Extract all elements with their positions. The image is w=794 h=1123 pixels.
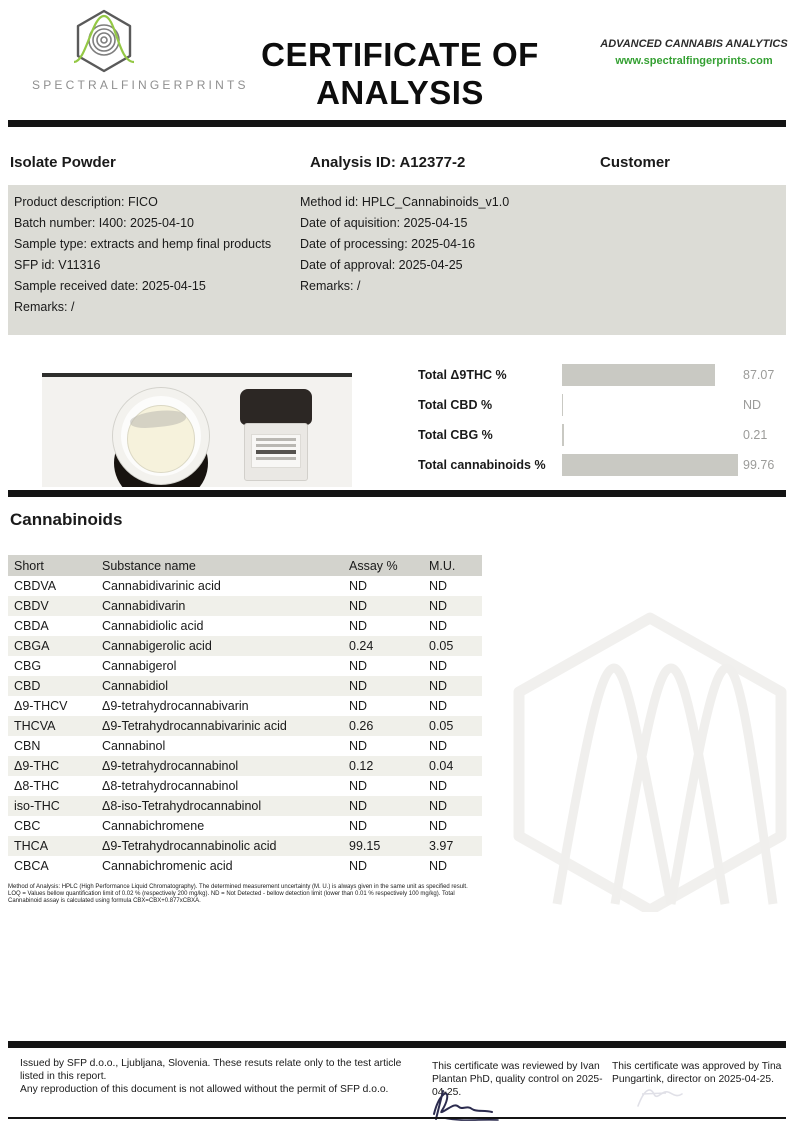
table-cell: CBCA — [14, 859, 49, 873]
table-row — [8, 656, 482, 676]
info-field: Batch number: I400: 2025-04-10 — [14, 216, 194, 230]
cannabinoid-table-head-row — [8, 555, 482, 576]
table-cell: CBC — [14, 819, 41, 833]
method-note: Method of Analysis: HPLC (High Performance Liquid Chromatography). The determined measurement uncertainty (M. U.) is always given in the same unit as specified result. LOQ = Values bellow quantification limit of 0.02 % (respectively 200 mg/kg). ND = Not Detected - bellow detection limit (lower than 0.01 % respectively 100 mg/kg). Total Cannabinoid assay is calculated using formula CBX=CBX+0.877xCBXA. — [8, 884, 468, 904]
table-cell: CBDA — [14, 619, 49, 633]
total-bar-track — [562, 424, 738, 446]
table-cell: ND — [423, 796, 482, 816]
table-cell: Cannabichromene — [102, 819, 205, 833]
approved-statement: This certificate was approved by Tina Pungartink, director on 2025-04-25. — [612, 1061, 782, 1085]
website-link[interactable]: www.spectralfingerprints.com — [615, 55, 773, 67]
table-row — [8, 816, 482, 836]
table-cell: Δ9-Tetrahydrocannabinolic acid — [96, 836, 343, 856]
reviewed-statement: This certificate was reviewed by Ivan Plantan PhD, quality control on 2025-04-25. — [432, 1061, 603, 1098]
table-cell: ND — [349, 659, 368, 673]
table-cell: ND — [349, 779, 368, 793]
table-cell: Δ9-tetrahydrocannabivarin — [102, 699, 249, 713]
table-cell: ND — [349, 579, 368, 593]
table-cell: ND — [349, 739, 368, 753]
table-row — [8, 716, 482, 736]
page-title: CERTIFICATE OF ANALYSIS — [261, 36, 539, 111]
total-row — [405, 364, 790, 394]
info-field: Product description: FICO — [14, 195, 158, 209]
table-row — [8, 736, 482, 756]
closed-jar-label — [251, 434, 301, 468]
column-header: Assay % — [343, 555, 423, 576]
total-bar-fill — [563, 364, 715, 386]
table-cell: ND — [423, 596, 482, 616]
table-row — [8, 616, 482, 636]
table-cell: CBDV — [8, 596, 96, 616]
table-cell: 3.97 — [423, 836, 482, 856]
table-cell: 99.15 — [343, 836, 423, 856]
total-bar-track — [562, 454, 738, 476]
table-cell: ND — [349, 699, 368, 713]
table-row — [8, 636, 482, 656]
info-field: Date of aquisition: 2025-04-15 — [300, 216, 468, 230]
table-cell: ND — [429, 819, 448, 833]
tagline-block — [596, 38, 792, 67]
product-photos — [42, 373, 352, 487]
cannabinoids-section-title: Cannabinoids — [10, 510, 123, 529]
table-cell: CBGA — [8, 636, 96, 656]
approver-signature — [632, 1082, 702, 1112]
logo-wordmark: SPECTRALFINGERPRINTS — [32, 78, 249, 92]
table-cell: Cannabinol — [102, 739, 166, 753]
table-cell: ND — [429, 579, 448, 593]
sample-info-box — [8, 185, 786, 335]
table-cell: Cannabidivarin — [96, 596, 343, 616]
cannabinoid-table — [8, 555, 482, 876]
total-value: ND — [743, 398, 762, 412]
info-field: Date of processing: 2025-04-16 — [300, 237, 476, 251]
table-row — [8, 696, 482, 716]
table-cell: Cannabigerolic acid — [96, 636, 343, 656]
analysis-id-label: Analysis ID: A12377-2 — [310, 154, 466, 171]
table-row — [8, 676, 482, 696]
table-row — [8, 776, 482, 796]
table-cell: Cannabichromenic acid — [102, 859, 233, 873]
total-bar-fill — [563, 424, 564, 446]
total-row — [405, 424, 790, 454]
table-cell: ND — [343, 596, 423, 616]
table-cell: Cannabidivarinic acid — [102, 579, 221, 593]
table-cell: ND — [429, 699, 448, 713]
table-cell: ND — [429, 779, 448, 793]
customer-label: Customer — [600, 154, 671, 171]
table-cell: ND — [429, 659, 448, 673]
table-cell: CBG — [14, 659, 42, 673]
table-cell: ND — [343, 796, 423, 816]
total-value: 0.21 — [743, 428, 768, 442]
info-field: Sample received date: 2025-04-15 — [14, 279, 206, 293]
cannabinoid-table-body — [8, 576, 482, 876]
product-title: Isolate Powder — [10, 154, 116, 171]
table-cell: 0.26 — [343, 716, 423, 736]
total-bar-track — [562, 394, 738, 416]
table-cell: ND — [429, 859, 448, 873]
total-bar-track — [562, 364, 738, 386]
info-field: Remarks: / — [300, 279, 361, 293]
total-label: Total cannabinoids % — [418, 458, 546, 472]
hexagon-watermark-icon — [505, 612, 794, 912]
info-col-left — [14, 192, 294, 318]
total-row — [405, 454, 790, 484]
table-cell: 0.05 — [423, 716, 482, 736]
table-row — [8, 856, 482, 876]
table-cell: Cannabigerol — [102, 659, 177, 673]
total-label: Total CBG % — [418, 428, 493, 442]
total-row — [405, 394, 790, 424]
issued-line2: Any reproduction of this document is not allowed without the permit of SFP d.o.o. — [20, 1084, 389, 1095]
table-cell: ND — [349, 859, 368, 873]
table-cell: Δ9-tetrahydrocannabinol — [96, 756, 343, 776]
table-row — [8, 576, 482, 596]
table-cell: 0.04 — [423, 756, 482, 776]
table-cell: THCVA — [8, 716, 96, 736]
closed-jar-lid — [240, 389, 312, 425]
total-value: 87.07 — [743, 368, 775, 382]
issued-statement — [20, 1057, 428, 1096]
table-cell: Δ8-THC — [14, 779, 60, 793]
table-cell: ND — [423, 676, 482, 696]
footer-divider — [8, 1041, 786, 1048]
table-cell: ND — [343, 676, 423, 696]
total-label: Total Δ9THC % — [418, 368, 507, 382]
tagline-text: ADVANCED CANNABIS ANALYTICS — [600, 38, 788, 50]
company-logo — [32, 8, 249, 92]
table-cell: Δ8-iso-Tetrahydrocannabinol — [96, 796, 343, 816]
table-cell: ND — [429, 619, 448, 633]
header-divider — [8, 120, 786, 127]
info-field: Sample type: extracts and hemp final products — [14, 237, 272, 251]
table-cell: Δ9-Tetrahydrocannabivarinic acid — [96, 716, 343, 736]
table-cell: 0.12 — [343, 756, 423, 776]
table-row — [8, 796, 482, 816]
total-value: 99.76 — [743, 458, 775, 472]
table-cell: CBD — [8, 676, 96, 696]
table-cell: Cannabidiol — [96, 676, 343, 696]
info-field: Date of approval: 2025-04-25 — [300, 258, 463, 272]
table-cell: 0.05 — [423, 636, 482, 656]
table-cell: CBDVA — [14, 579, 57, 593]
table-cell: iso-THC — [8, 796, 96, 816]
table-row — [8, 596, 482, 616]
info-field: SFP id: V11316 — [14, 258, 101, 272]
closed-jar-body — [244, 423, 308, 481]
column-header: M.U. — [423, 555, 482, 576]
total-label: Total CBD % — [418, 398, 493, 412]
table-cell: THCA — [8, 836, 96, 856]
issued-line1: Issued by SFP d.o.o., Ljubljana, Slovenia. These resuts relate only to the test article listed in this report. — [20, 1058, 402, 1082]
totals — [405, 364, 790, 484]
info-field: Method id: HPLC_Cannabinoids_v1.0 — [300, 195, 510, 209]
table-cell: Δ9-THC — [8, 756, 96, 776]
section-divider — [8, 490, 786, 497]
table-cell: Δ9-THCV — [14, 699, 68, 713]
table-cell: ND — [429, 739, 448, 753]
info-field: Remarks: / — [14, 300, 75, 314]
table-cell: CBN — [14, 739, 41, 753]
total-bar-fill — [563, 454, 738, 476]
fingerprint-hexagon-icon — [72, 8, 136, 74]
table-cell: Cannabidiolic acid — [102, 619, 204, 633]
column-header: Short — [8, 555, 96, 576]
table-row — [8, 756, 482, 776]
info-col-right — [300, 192, 600, 297]
table-cell: ND — [349, 819, 368, 833]
table-cell: 0.24 — [343, 636, 423, 656]
table-row — [8, 836, 482, 856]
table-cell: Δ8-tetrahydrocannabinol — [102, 779, 239, 793]
column-header: Substance name — [96, 555, 343, 576]
page-bottom-rule — [8, 1117, 786, 1119]
table-cell: ND — [349, 619, 368, 633]
